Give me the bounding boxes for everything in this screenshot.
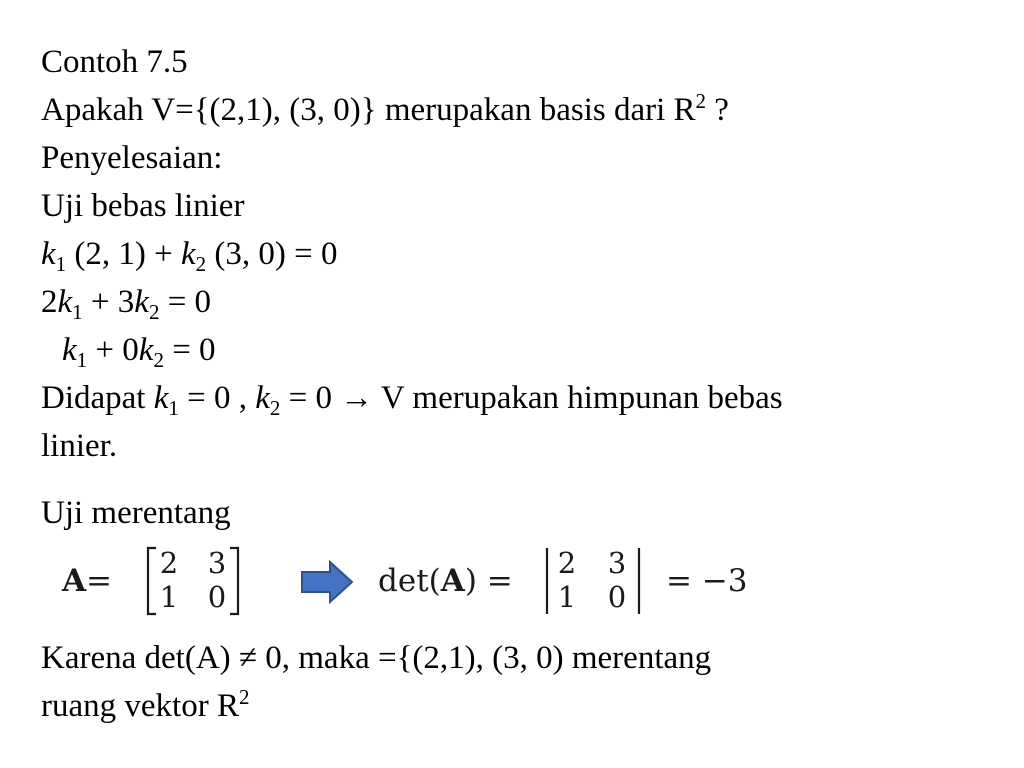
- det-symbol: A: [440, 563, 465, 599]
- result-prefix: Didapat: [41, 380, 154, 416]
- k2-variable: k: [255, 380, 270, 416]
- matrix-a: [142, 545, 228, 615]
- k1-variable: k: [41, 236, 56, 272]
- eq2-end: = 0: [159, 284, 212, 320]
- question-line: [41, 90, 729, 130]
- determinant-expression: [378, 543, 778, 619]
- right-arrow-icon: [300, 560, 354, 604]
- eq2-coefficient: 2: [41, 284, 58, 320]
- k1-variable: k: [62, 332, 77, 368]
- eq3-end: = 0: [163, 332, 216, 368]
- equation-system-row-1: [41, 282, 211, 322]
- det-prefix: det(: [378, 563, 441, 599]
- k2-subscript: 2: [148, 300, 160, 324]
- k2-variable: k: [134, 284, 149, 320]
- eq3-middle: + 0: [87, 332, 139, 368]
- equation-system-row-2: [62, 330, 216, 370]
- conclusion-line-2: [41, 686, 249, 726]
- independence-result: [41, 378, 783, 418]
- det-suffix: ) =: [464, 563, 513, 599]
- conclusion-line-1: Karena det(A) ≠ 0, maka ={(2,1), (3, 0) merentang: [41, 640, 712, 676]
- equation-linear-combination: [41, 234, 338, 274]
- slide-title: Contoh 7.5: [41, 44, 188, 80]
- k2-variable: k: [181, 236, 196, 272]
- result-end: = 0 → V merupakan himpunan bebas: [280, 380, 783, 416]
- matrix-cell: 3: [207, 546, 227, 580]
- k1-subscript: 1: [168, 396, 179, 420]
- det-label: [378, 563, 513, 599]
- k1-subscript: 1: [55, 252, 67, 276]
- matrix-cell: 2: [557, 546, 577, 580]
- k2-variable: k: [138, 332, 154, 368]
- question-superscript: 2: [695, 89, 707, 113]
- result-middle: = 0 ,: [178, 380, 256, 416]
- det-result: = −3: [666, 563, 748, 599]
- question-text: Apakah V={(2,1), (3, 0)} merupakan basis dari R: [41, 92, 696, 128]
- matrix-cell: 0: [207, 580, 227, 614]
- spanning-heading: Uji merentang: [41, 495, 231, 531]
- independence-heading: Uji bebas linier: [41, 188, 245, 224]
- k2-subscript: 2: [153, 348, 164, 372]
- eq1-part-a: (2, 1) +: [66, 236, 181, 272]
- matrix-cell: 3: [607, 546, 627, 580]
- k1-variable: k: [57, 284, 73, 320]
- eq1-part-b: (3, 0) = 0: [206, 236, 338, 272]
- independence-result-continued: linier.: [41, 428, 118, 464]
- k1-variable: k: [153, 380, 169, 416]
- matrix-equals: =: [86, 563, 112, 599]
- k2-subscript: 2: [269, 396, 281, 420]
- k2-subscript: 2: [195, 252, 207, 276]
- k1-subscript: 1: [76, 348, 88, 372]
- conclusion-superscript: 2: [238, 685, 250, 709]
- k1-subscript: 1: [72, 300, 83, 324]
- matrix-cell: 1: [557, 580, 577, 614]
- matrix-symbol: A: [62, 563, 87, 599]
- matrix-definition: [62, 543, 272, 619]
- matrix-cell: 1: [159, 580, 179, 614]
- matrix-cell: 0: [607, 580, 627, 614]
- matrix-cell: 2: [159, 546, 179, 580]
- conclusion-text: ruang vektor R: [41, 688, 239, 724]
- solution-label: Penyelesaian:: [41, 140, 223, 176]
- eq2-middle: + 3: [82, 284, 135, 320]
- question-suffix: ?: [706, 92, 729, 128]
- determinant-matrix: [540, 545, 652, 615]
